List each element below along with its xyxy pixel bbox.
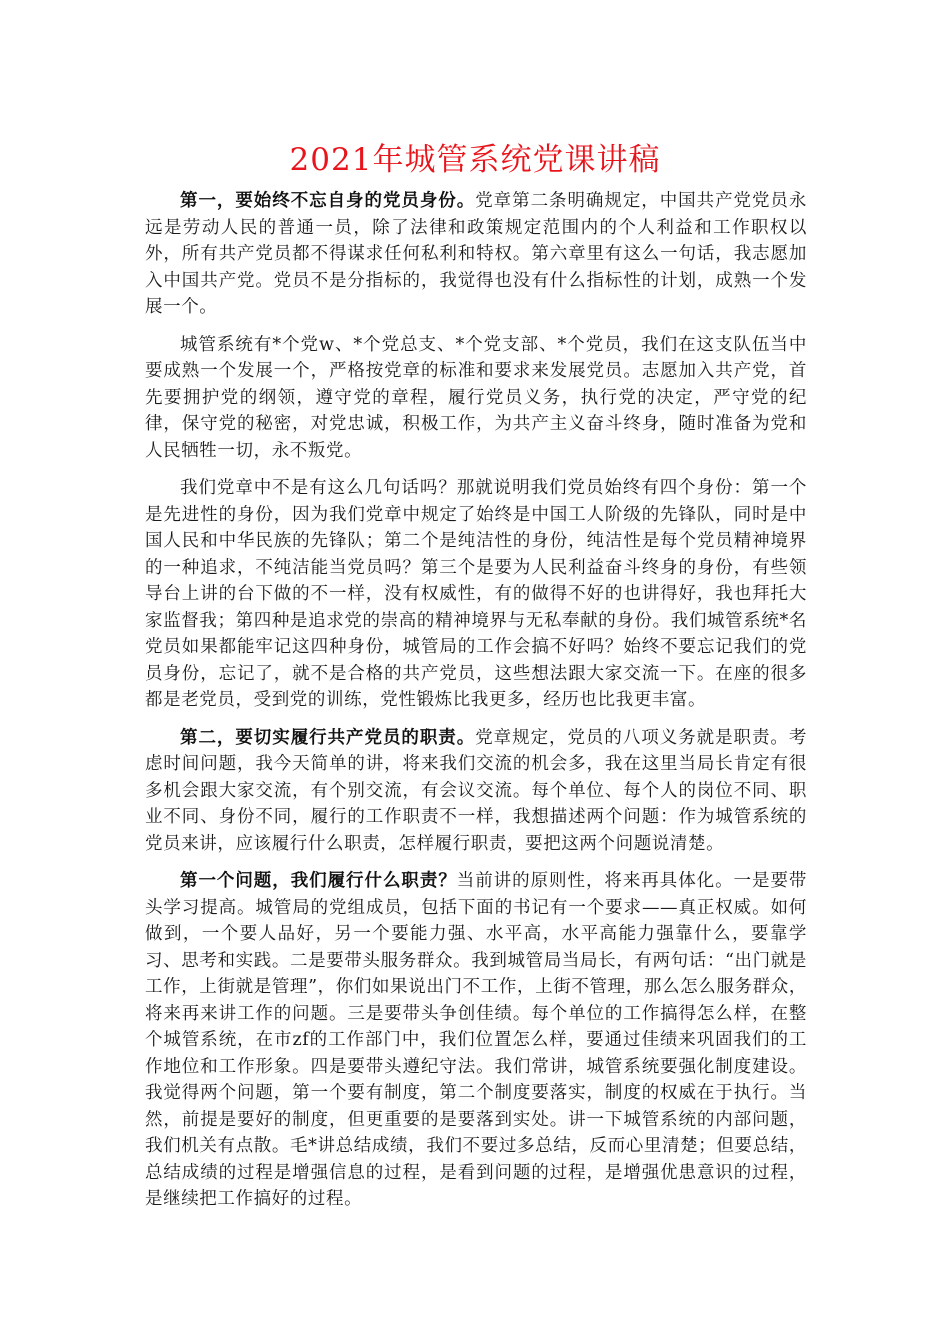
paragraph-5 <box>145 868 807 1213</box>
paragraph-1 <box>145 188 807 321</box>
paragraph-2 <box>145 332 807 465</box>
paragraph-text: 党章第二条明确规定，中国共产党党员永远是劳动人民的普通一员，除了法律和政策规定范围内的个人利益和工作职权以外，所有共产党员都不得谋求任何私利和特权。第六章里有这么一句话，我志愿加入中国共产党。党员不是分指标的，我觉得也没有什么指标性的计划，成熟一个发展一个。 <box>145 191 807 317</box>
paragraph-text: 党章规定，党员的八项义务就是职责。考虑时间问题，我今天简单的讲，将来我们交流的机会多，我在这里当局长肯定有很多机会跟大家交流，有个别交流，有会议交流。每个单位、每个人的岗位不同、职业不同、身份不同，履行的工作职责不一样，我想描述两个问题：作为城管系统的党员来讲，应该履行什么职责，怎样履行职责，要把这两个问题说清楚。 <box>145 727 807 854</box>
paragraph-3 <box>145 475 807 714</box>
document-title: 2021年城管系统党课讲稿 <box>289 142 661 178</box>
paragraph-lead: 第二，要切实履行共产党员的职责。 <box>180 727 476 748</box>
paragraph-text: 当前讲的原则性，将来再具体化。一是要带头学习提高。城管局的党组成员，包括下面的书记有一个要求——真正权威。如何做到，一个要人品好，另一个要能力强、水平高，水平高能力强靠什么，要靠学习、思考和实践。二是要带头服务群众。我到城管局当局长，有两句话：“出门就是工作，上街就是管理”，你们如果说出门不工作，上街不管理，那么怎么服务群众，将来再来讲工作的问题。三是要带头争创佳绩。每个单位的工作搞得怎么样，在整个城管系统，在市zf的工作部门中，我们位置怎么样，要通过佳绩来巩固我们的工作地位和工作形象。四是要带头遵纪守法。我们常讲，城管系统要强化制度建设。我觉得两个问题，第一个要有制度，第二个制度要落实，制度的权威在于执行。当然，前提是要好的制度，但更重要的是要落到实处。讲一下城管系统的内部问题，我们机关有点散。毛*讲总结成绩，我们不要过多总结，反而心里清楚；但要总结，总结成绩的过程是增强信息的过程，是看到问题的过程，是增强优患意识的过程，是继续把工作搞好的过程。 <box>145 871 808 1209</box>
paragraph-lead: 第一个问题，我们履行什么职责？ <box>180 871 457 891</box>
paragraph-4 <box>145 725 807 858</box>
document-body <box>145 188 807 1224</box>
paragraph-lead: 第一，要始终不忘自身的党员身份。 <box>180 191 476 211</box>
paragraph-text: 城管系统有*个党w、*个党总支、*个党支部、*个党员，我们在这支队伍当中要成熟一个发展一个，严格按党章的标准和要求来发展党员。志愿加入共产党，首先要拥护党的纲领，遵守党的章程，履行党员义务，执行党的决定，严守党的纪律，保守党的秘密，对党忠诚，积极工作，为共产主义奋斗终身，随时准备为党和人民牺牲一切，永不叛党。 <box>145 334 807 461</box>
paragraph-text: 我们党章中不是有这么几句话吗？那就说明我们党员始终有四个身份：第一个是先进性的身份，因为我们党章中规定了始终是中国工人阶级的先锋队，同时是中国人民和中华民族的先锋队；第二个是纯洁性的身份，纯洁性是每个党员精神境界的一种追求，不纯洁能当党员吗？第三个是要为人民利益奋斗终身的身份，有些领导台上讲的台下做的不一样，没有权威性，有的做得不好的也讲得好，我也拜托大家监督我；第四种是追求党的崇高的精神境界与无私奉献的身份。我们城管系统*名党员如果都能牢记这四种身份，城管局的工作会搞不好吗？始终不要忘记我们的党员身份，忘记了，就不是合格的共产党员，这些想法跟大家交流一下。在座的很多都是老党员，受到党的训练，党性锻炼比我更多，经历也比我更丰富。 <box>145 478 807 710</box>
